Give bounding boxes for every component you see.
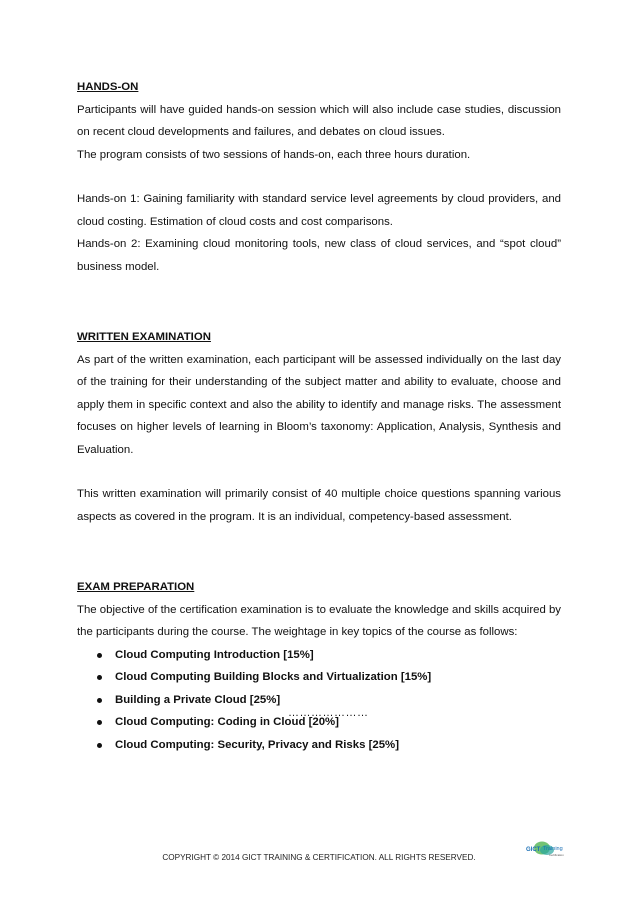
svg-text:GICT: GICT (526, 847, 541, 853)
written-exam-paragraph-1: As part of the written examination, each participant will be assessed individually on the last day of the training for their understanding of the subject matter and ability to evaluate, choose and apply them in specific context and also the ability to identify and manage risks. The assessment focuses on higher levels of learning in Bloom’s taxonomy: Application, Analysis, Synthesis and Evaluation. (77, 353, 561, 456)
bullet-icon (97, 720, 102, 725)
list-item: Cloud Computing Introduction [15%] (97, 644, 561, 667)
bullet-icon (97, 743, 102, 748)
topic-weightage-list (77, 644, 561, 757)
heading-exam-preparation: EXAM PREPARATION (77, 581, 195, 593)
bullet-icon (97, 698, 102, 703)
written-exam-paragraph-2: This written examination will primarily consist of 40 multiple choice questions spanning various aspects as covered in the program. It is an individual, competency-based assessment. (77, 488, 561, 523)
list-item: Cloud Computing: Security, Privacy and Risks [25%] (97, 734, 561, 757)
copyright-footer: COPYRIGHT © 2014 GICT TRAINING & CERTIFICATION. ALL RIGHTS RESERVED. (162, 853, 476, 862)
bullet-icon (97, 653, 102, 658)
bullet-icon (97, 675, 102, 680)
heading-hands-on: HANDS-ON (77, 81, 139, 93)
hands-on-1-paragraph: Hands-on 1: Gaining familiarity with standard service level agreements by cloud providers, and cloud costing. Estimation of cloud costs and cost comparisons. (77, 193, 561, 228)
list-item: Cloud Computing: Coding in Cloud [20%] (97, 711, 561, 734)
list-item: Building a Private Cloud [25%] (97, 689, 561, 712)
hands-on-paragraph-1: Participants will have guided hands-on session which will also include case studies, discussion on recent cloud developments and failures, and debates on cloud issues. (77, 103, 561, 138)
svg-text:Training: Training (543, 846, 563, 852)
exam-prep-paragraph-1: The objective of the certification examination is to evaluate the knowledge and skills acquired by the participants during the course. The weightage in key topics of the course as follows: (77, 603, 561, 638)
document-body (77, 76, 561, 756)
list-item: Cloud Computing Building Blocks and Virtualization [15%] (97, 666, 561, 689)
end-marker: ………………… (288, 707, 369, 719)
hands-on-2-paragraph: Hands-on 2: Examining cloud monitoring tools, new class of cloud services, and “spot cloud” business model. (77, 238, 561, 273)
heading-written-examination: WRITTEN EXAMINATION (77, 331, 211, 343)
svg-text:Certification: Certification (549, 853, 564, 857)
hands-on-paragraph-2: The program consists of two sessions of hands-on, each three hours duration. (77, 148, 471, 161)
